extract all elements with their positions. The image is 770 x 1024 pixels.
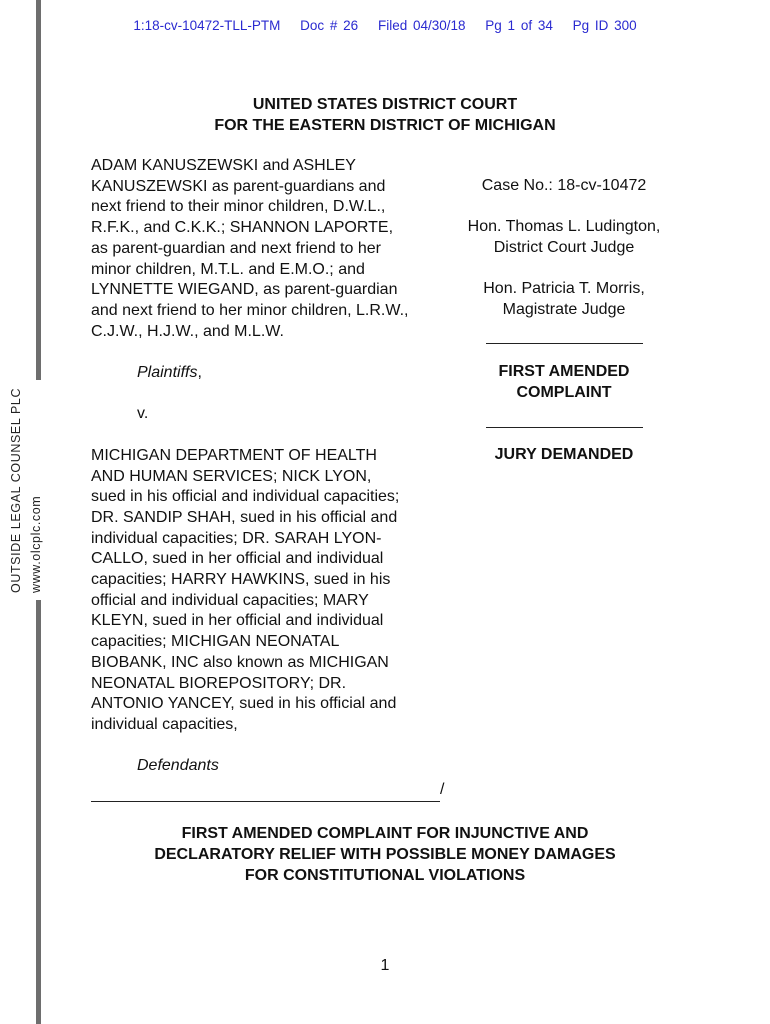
document-title-line: FOR CONSTITUTIONAL VIOLATIONS [244, 867, 526, 884]
caption-slash: / [440, 781, 445, 798]
plaintiffs-line: KANUSZEWSKI as parent-guardians and [91, 177, 386, 195]
magistrate-name: Hon. Patricia T. Morris, [483, 280, 645, 298]
header-case-number: 1:18-cv-10472-TLL-PTM [133, 18, 281, 33]
defendants-line: BIOBANK, INC also known as MICHIGAN [91, 653, 389, 671]
jury-demand: JURY DEMANDED [494, 446, 634, 464]
court-district: FOR THE EASTERN DISTRICT OF MICHIGAN [214, 117, 556, 134]
plaintiffs-line: C.J.W., H.J.W., and M.L.W. [91, 322, 284, 340]
plaintiffs-line: ADAM KANUSZEWSKI and ASHLEY [91, 157, 356, 174]
blank-line [454, 404, 674, 425]
caption-right-column [454, 176, 674, 466]
blank-line [91, 384, 451, 405]
defendants-block [91, 446, 451, 736]
blank-line [91, 425, 451, 446]
magistrate-title: Magistrate Judge [502, 301, 626, 319]
side-margin-text [6, 388, 46, 593]
plaintiffs-role: Plaintiffs [137, 364, 198, 382]
defendants-line: MICHIGAN DEPARTMENT OF HEALTH [91, 446, 377, 464]
plaintiffs-line: minor children, M.T.L. and E.M.O.; and [91, 260, 365, 278]
defendants-line: sued in his official and individual capacities; [91, 488, 400, 506]
defendants-line: DR. SANDIP SHAH, sued in his official and [91, 508, 398, 526]
firm-name: OUTSIDE LEGAL COUNSEL PLC [9, 387, 23, 593]
header-filed-date: Filed 04/30/18 [377, 18, 466, 33]
blank-line [454, 259, 674, 280]
plaintiffs-line: next friend to their minor children, D.W.L., [91, 198, 386, 216]
plaintiffs-block [91, 156, 451, 342]
judge-name: Hon. Thomas L. Ludington, [467, 218, 661, 236]
defendants-line: CALLO, sued in her official and individual [91, 550, 384, 568]
document-title [0, 823, 770, 886]
versus: v. [137, 405, 149, 423]
plaintiffs-line: as parent-guardian and next friend to her [91, 239, 381, 257]
caption-underline [91, 801, 440, 802]
blank-line [454, 321, 674, 342]
defendants-line: capacities; HARRY HAWKINS, sued in his [91, 571, 391, 589]
defendants-line: NEONATAL BIOREPOSITORY; DR. [91, 674, 347, 692]
blank-line [454, 197, 674, 218]
plaintiffs-line: R.F.K., and C.K.K.; SHANNON LAPORTE, [91, 219, 394, 237]
header-page-id: Pg ID 300 [572, 18, 637, 33]
document-title-line: DECLARATORY RELIEF WITH POSSIBLE MONEY DAMAGES [154, 846, 616, 863]
plaintiffs-label [137, 363, 451, 384]
right-divider-2 [486, 427, 643, 428]
header-page-count: Pg 1 of 34 [485, 18, 553, 33]
page-number: 1 [380, 957, 390, 974]
plaintiffs-line: and next friend to her minor children, L.R.W., [91, 301, 409, 319]
plaintiffs-role-comma: , [197, 364, 202, 382]
judge-title: District Court Judge [493, 239, 635, 257]
blank-line [91, 736, 451, 757]
pleading-title-line: COMPLAINT [516, 383, 612, 401]
defendants-line: AND HUMAN SERVICES; NICK LYON, [91, 467, 372, 485]
court-name: UNITED STATES DISTRICT COURT [252, 96, 518, 113]
pleading-title-line: FIRST AMENDED [498, 363, 630, 381]
blank-line [454, 342, 674, 363]
right-divider-1 [486, 343, 643, 344]
caption-left-column [91, 156, 451, 777]
defendants-label: Defendants [137, 757, 219, 775]
document-title-line: FIRST AMENDED COMPLAINT FOR INJUNCTIVE AND [181, 825, 589, 842]
court-heading [0, 94, 770, 136]
firm-website: www.olcplc.com [29, 495, 43, 593]
blank-line [91, 342, 451, 363]
defendants-line: ANTONIO YANCEY, sued in his official and [91, 695, 397, 713]
defendants-line: capacities; MICHIGAN NEONATAL [91, 633, 340, 651]
defendants-line: official and individual capacities; MARY [91, 591, 369, 609]
defendants-line: individual capacities, [91, 715, 238, 733]
plaintiffs-line: LYNNETTE WIEGAND, as parent-guardian [91, 281, 398, 299]
filing-header [0, 18, 770, 33]
defendants-line: KLEYN, sued in her official and individual [91, 612, 384, 630]
defendants-line: individual capacities; DR. SARAH LYON- [91, 529, 382, 547]
header-doc-number: Doc # 26 [300, 18, 359, 33]
case-number: Case No.: 18-cv-10472 [481, 177, 647, 194]
